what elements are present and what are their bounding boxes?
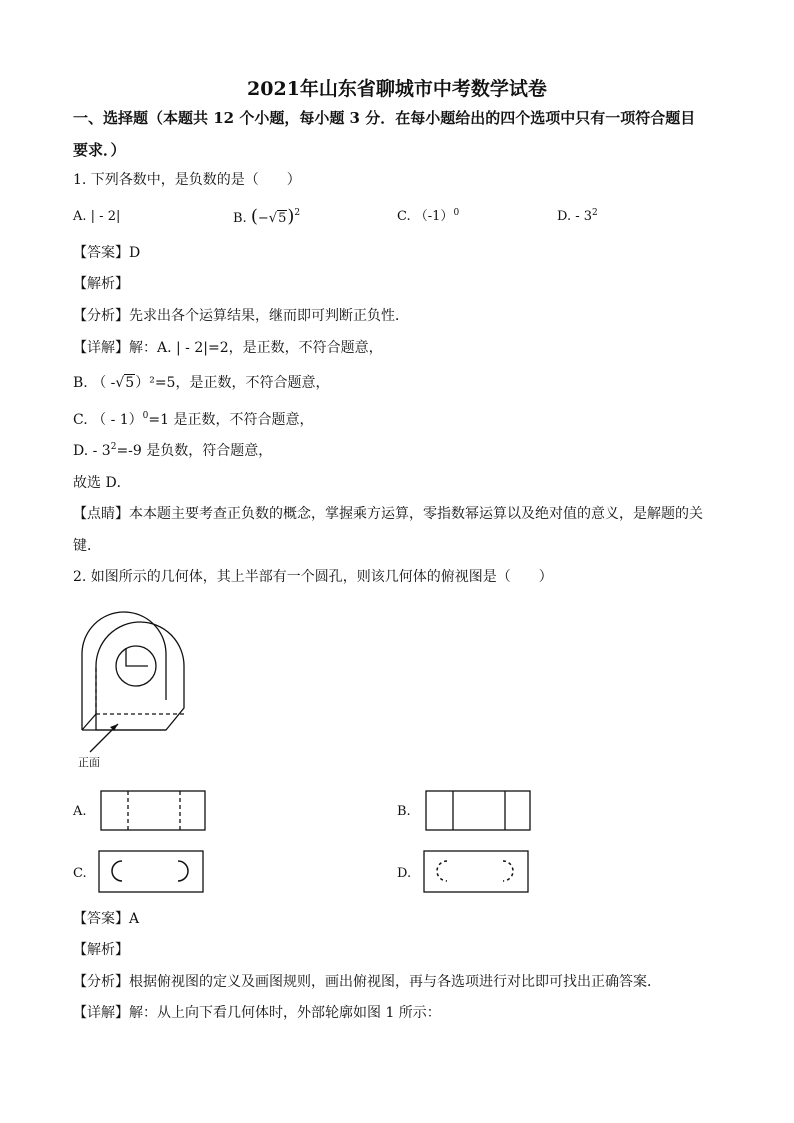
q1-detail-c-pre: C. （ - 1）	[73, 412, 143, 428]
q1-detail-tag: 【详解】	[73, 340, 129, 356]
section-heading-line2: 要求．）	[73, 141, 126, 159]
q1-detail-d	[73, 441, 272, 461]
q2-option-b-label: B.	[397, 804, 411, 819]
q1-detail-d-exponent: 2	[110, 442, 117, 452]
q1-detail-d-pre: D. - 3	[73, 443, 111, 459]
q1-comment-line2: 键．	[73, 538, 101, 554]
q1-answer	[73, 243, 140, 263]
q1-detail-c-post: =1 是正数，不符合题意，	[148, 412, 314, 428]
q1-answer-value: D	[129, 245, 141, 261]
q2-option-c-label: C.	[73, 866, 87, 881]
q1-comment-text: 本本题主要考查正负数的概念，掌握乘方运算，零指数幂运算以及绝对值的意义，是解题的关	[129, 506, 703, 522]
q2-option-a-label: A.	[73, 804, 87, 819]
q2-detail-text: 解：从上向下看几何体时，外部轮廓如图 1 所示：	[129, 1005, 441, 1021]
q1-detail-b: B. （ -√5）²=5，是正数，不符合题意，	[73, 375, 330, 391]
q1-choose: 故选 D．	[73, 475, 131, 491]
q1-stem: 1. 下列各数中，是负数的是（ ）	[73, 172, 301, 188]
q1-fenxi	[73, 306, 409, 326]
q1-option-b-exponent: 2	[294, 208, 301, 218]
q1-detail-d-post: =-9 是负数，符合题意，	[116, 443, 273, 459]
q1-option-b: B. $(-√5)^2$	[233, 206, 301, 227]
q2-option-a-figure	[100, 790, 208, 832]
solid-back-outline	[82, 612, 166, 730]
q2-option-b-figure	[425, 790, 533, 832]
q1-option-c	[397, 207, 459, 227]
q1-fenxi-tag: 【分析】	[73, 308, 129, 324]
q2-answer-tag: 【答案】	[73, 911, 129, 927]
q2-answer	[73, 909, 139, 929]
q2-fenxi-text: 根据俯视图的定义及画图规则，画出俯视图，再与各选项进行对比即可找出正确答案．	[129, 974, 661, 990]
solid-left-depth-edge	[82, 714, 96, 730]
q1-detail-a-text: 解：A. | - 2|=2，是正数，不符合题意，	[129, 340, 383, 356]
q1-fenxi-text: 先求出各个运算结果，继而即可判断正负性．	[129, 308, 409, 324]
q1-detail-b-radicand: 5	[125, 375, 135, 391]
q1-option-c-label: C.	[397, 209, 411, 224]
q1-detail-c-exponent: 0	[142, 411, 149, 421]
q1-detail-c	[73, 410, 313, 430]
q1-option-a: A. | - 2|	[73, 209, 121, 224]
q2-detail	[73, 1003, 441, 1023]
q2-option-d-figure	[423, 850, 531, 894]
q1-option-b-minus: −	[257, 211, 269, 226]
q2-fenxi-tag: 【分析】	[73, 974, 129, 990]
solid-figure	[70, 604, 200, 774]
q1-option-b-label: B.	[233, 211, 247, 226]
section-heading-line1: 一、选择题（本题共 12 个小题，每小题 3 分．在每小题给出的四个选项中只有一项符合题目	[73, 109, 696, 127]
q1-option-c-exponent: 0	[453, 208, 460, 218]
q2-detail-tag: 【详解】	[73, 1005, 129, 1021]
q2-fenxi	[73, 972, 661, 992]
q1-option-b-radicand: 5	[278, 211, 287, 226]
q1-option-d-exponent: 2	[592, 208, 598, 218]
q2-analysis-tag: 【解析】	[73, 942, 129, 958]
q1-option-c-base: （-1）	[414, 209, 454, 224]
q1-analysis-tag: 【解析】	[73, 276, 129, 292]
q2-answer-value: A	[129, 911, 140, 927]
q1-comment-line1	[73, 504, 703, 524]
q1-comment-tag: 【点睛】	[73, 506, 129, 522]
page-title: 2021年山东省聊城市中考数学试卷	[247, 78, 547, 100]
q1-detail-b-pre: B. （ -	[73, 375, 116, 391]
front-label: 正面	[78, 756, 100, 769]
q1-answer-tag: 【答案】	[73, 245, 129, 261]
q1-detail-a	[73, 338, 383, 358]
q1-option-d-label: D.	[557, 209, 572, 224]
solid-hole-inner	[126, 648, 148, 666]
q2-option-d-label: D.	[397, 866, 412, 881]
q1-option-d-base: - 3	[575, 209, 593, 224]
q1-option-d	[557, 207, 598, 227]
q1-detail-b-post: ）²=5，是正数，不符合题意，	[135, 375, 330, 391]
solid-hidden-edges	[96, 666, 184, 714]
q2-option-c-figure	[98, 850, 206, 894]
q2-stem: 2. 如图所示的几何体，其上半部有一个圆孔，则该几何体的俯视图是（ ）	[73, 569, 553, 585]
